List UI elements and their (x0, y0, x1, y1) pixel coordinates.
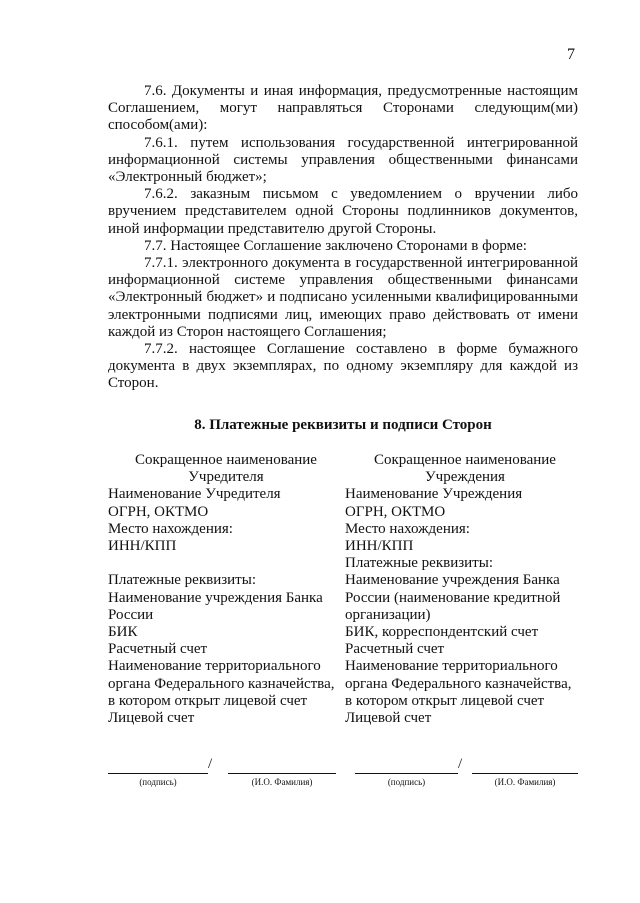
founder-name-field (228, 760, 336, 787)
founder-line: Наименование территориального (108, 658, 321, 675)
founder-column-header: Сокращенное наименование Учредителя (135, 452, 317, 486)
paragraph-7-6-2: 7.6.2. заказным письмом с уведомлением о вручении либо вручением представителем одной Стороны подлинников документов, иной информации представителю другой Стороны. (108, 186, 578, 237)
paragraph-7-7-1: 7.7.1. электронного документа в государственной интегрированной информационной системе управления общественными финансами «Электронный бюджет» и подписано усиленными квалифицированными электронными подписями лиц, имеющих право действовать от имени каждой из Сторон настоящего Соглашения; (108, 255, 578, 340)
paragraph-7-6: 7.6. Документы и иная информация, предусмотренные настоящим Соглашением, могут направляться Сторонами следующим(ми) способом(ами): (108, 83, 578, 134)
institution-line: организации) (345, 606, 431, 623)
founder-line: ОГРН, ОКТМО (108, 503, 209, 520)
founder-line: Наименование учреждения Банка (108, 589, 323, 606)
founder-line: ИНН/КПП (108, 538, 177, 555)
founder-line: Лицевой счет (108, 710, 195, 727)
institution-line: Расчетный счет (345, 641, 445, 658)
founder-line: России (108, 606, 154, 623)
signature-separator: / (208, 756, 213, 772)
page-number: 7 (567, 46, 575, 63)
founder-line: органа Федерального казначейства, (108, 675, 335, 692)
founder-line: Расчетный счет (108, 641, 208, 658)
paragraph-7-6-1: 7.6.1. путем использования государственной интегрированной информационной системы управления общественными финансами «Электронный бюджет»; (108, 134, 578, 186)
institution-line: ИНН/КПП (345, 538, 414, 555)
founder-line: БИК (108, 624, 138, 641)
institution-line: Наименование учреждения Банка (345, 572, 560, 589)
founder-line: Платежные реквизиты: (108, 572, 256, 589)
institution-name-field (472, 760, 578, 787)
institution-requisites-column (345, 452, 585, 727)
institution-line: ОГРН, ОКТМО (345, 503, 446, 520)
institution-column-header: Сокращенное наименование Учреждения (374, 452, 556, 486)
institution-line: БИК, корреспондентский счет (345, 624, 539, 641)
name-line (228, 760, 336, 774)
spacer (108, 555, 344, 572)
name-caption: (И.О. Фамилия) (494, 777, 556, 787)
signature-separator: / (458, 756, 463, 772)
founder-requisites-column (108, 452, 344, 727)
name-caption: (И.О. Фамилия) (251, 777, 313, 787)
institution-line: России (наименование кредитной (345, 589, 561, 606)
signature-caption: (подпись) (387, 777, 426, 787)
institution-line: Место нахождения: (345, 520, 470, 537)
paragraph-7-7: 7.7. Настоящее Соглашение заключено Сторонами в форме: (144, 237, 527, 254)
institution-line: Наименование Учреждения (345, 486, 523, 503)
institution-line: Платежные реквизиты: (345, 555, 493, 572)
signature-line (108, 760, 208, 774)
document-body (108, 83, 578, 393)
signature-line (355, 760, 458, 774)
founder-line: Наименование Учредителя (108, 486, 281, 503)
section-heading: 8. Платежные реквизиты и подписи Сторон (194, 417, 492, 433)
institution-signature-field (355, 760, 458, 787)
founder-signature-field (108, 760, 208, 787)
name-line (472, 760, 578, 774)
paragraph-7-7-2: 7.7.2. настоящее Соглашение составлено в форме бумажного документа в двух экземплярах, по одному экземпляру для каждой из Сторон. (108, 341, 578, 392)
institution-line: Наименование территориального (345, 658, 558, 675)
institution-line: в котором открыт лицевой счет (345, 692, 545, 709)
founder-line: Место нахождения: (108, 520, 233, 537)
signature-caption: (подпись) (139, 777, 177, 787)
institution-line: Лицевой счет (345, 710, 432, 727)
founder-line: в котором открыт лицевой счет (108, 692, 308, 709)
institution-line: органа Федерального казначейства, (345, 675, 572, 692)
